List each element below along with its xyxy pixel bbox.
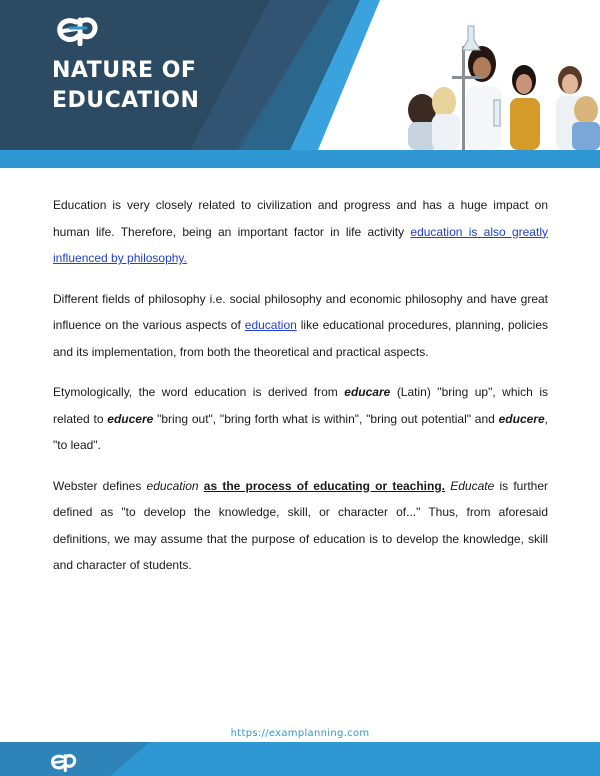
term-educate-italic: Educate: [450, 478, 495, 493]
paragraph-2-text-before: Different fields of philosophy i.e. social philosophy and economic philosophy and have great influence on the various aspects of: [53, 291, 548, 332]
definition-emphasis: as the process of educating or teaching.: [203, 478, 446, 493]
article-body: [53, 192, 548, 593]
title-line-2: EDUCATION: [52, 88, 200, 113]
paragraph-1: [53, 192, 548, 272]
site-logo-icon[interactable]: [56, 14, 100, 46]
paragraph-3-text-1: Etymologically, the word education is derived from: [53, 385, 345, 399]
footer: [0, 724, 600, 776]
paragraph-2-text-after: like educational procedures, planning, policies and its implementation, from both the theoretical and practical aspects.: [53, 318, 549, 359]
paragraph-4-text-1: Webster defines: [53, 478, 147, 493]
philosophy-link[interactable]: education is also greatly influenced by philosophy.: [53, 224, 548, 265]
title-line-1: NATURE OF: [52, 58, 197, 83]
term-educere-1: educere: [107, 411, 154, 426]
paragraph-2: [53, 286, 548, 366]
term-educere-2: educere: [498, 411, 545, 426]
paragraph-3-text-4: , "to lead".: [53, 411, 548, 452]
header-banner: [0, 0, 600, 168]
paragraph-4-text-4: is further defined as "to develop the knowledge, skill, or character of..." Thus, from aforesaid definitions, we may assume that the purpose of education is to develop the knowledge, skill and character of students.: [53, 478, 548, 572]
term-education-italic: education: [146, 478, 199, 493]
paragraph-3: [53, 379, 548, 459]
students-in-lab-photo: [382, 6, 600, 150]
page-title: [52, 56, 199, 116]
paragraph-3-text-3: "bring out", "bring forth what is within", "bring out potential" and: [153, 411, 499, 426]
paragraph-1-text: Education is very closely related to civilization and progress and has a huge impact on human life. Therefore, being an important factor in life activity: [53, 198, 548, 239]
term-educare: educare: [344, 385, 391, 399]
footer-website-link[interactable]: https://examplanning.com: [230, 728, 370, 739]
paragraph-3-text-2: (Latin) "bring up", which is related to: [53, 385, 548, 426]
paragraph-4: [53, 473, 548, 579]
education-link[interactable]: education: [244, 318, 297, 332]
footer-logo-icon[interactable]: [50, 752, 78, 772]
footer-decoration: [0, 742, 600, 776]
